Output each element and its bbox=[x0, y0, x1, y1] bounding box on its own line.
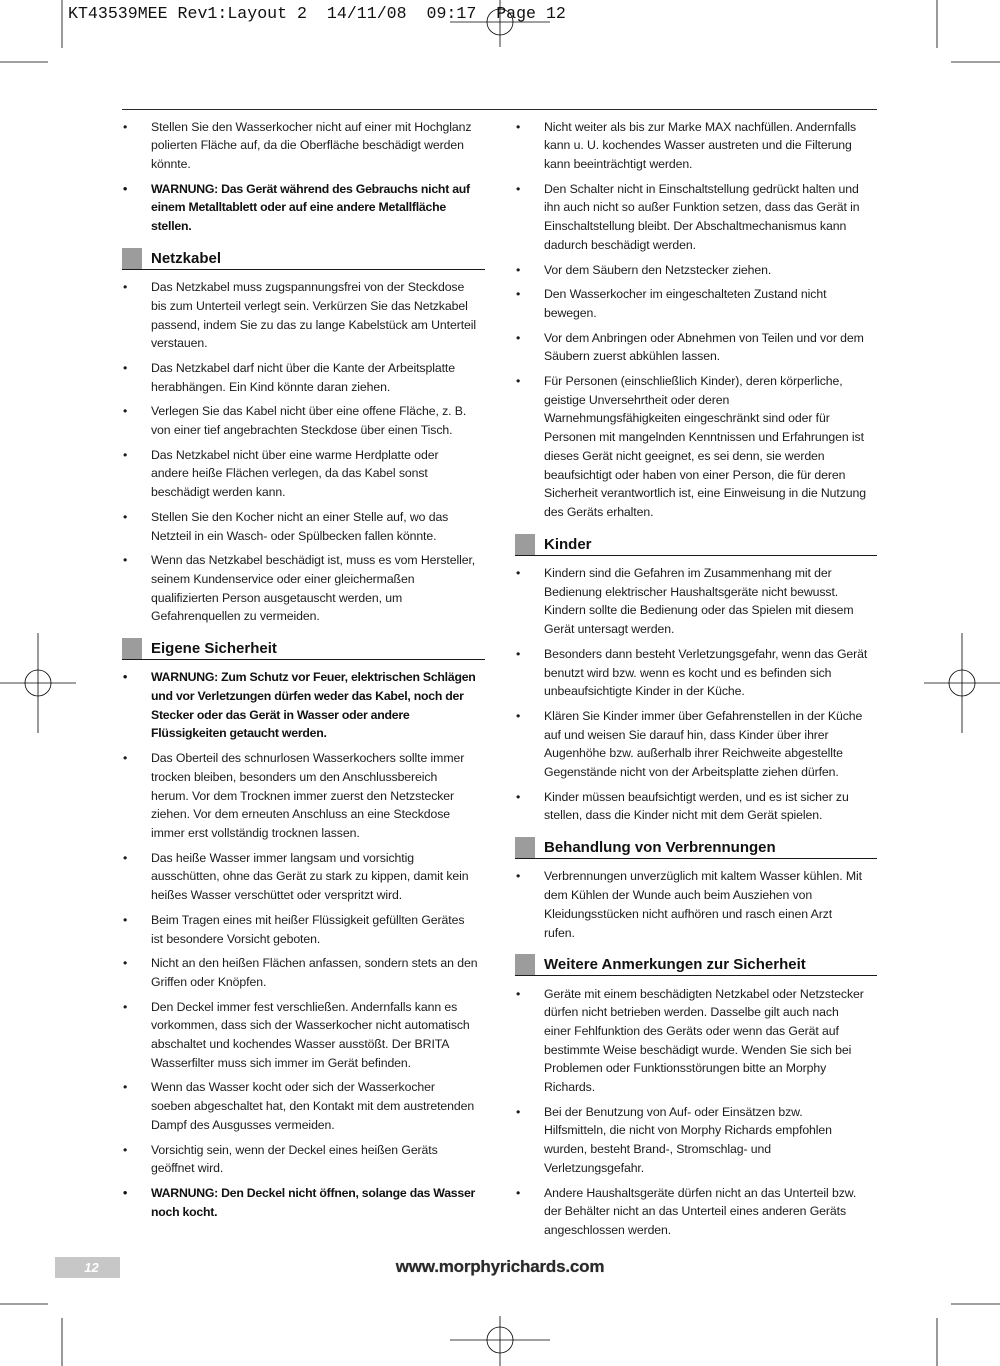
bullet-marker: • bbox=[123, 553, 128, 568]
bullet-item bbox=[122, 749, 485, 843]
bullet-text: Das Netzkabel nicht über eine warme Herdplatte oder andere heiße Flächen verlegen, da das Kabel sonst beschädigt werden kann. bbox=[151, 447, 439, 500]
bullet-marker: • bbox=[123, 956, 128, 971]
registration-mark-left bbox=[0, 633, 76, 733]
bullet-marker: • bbox=[123, 751, 128, 766]
bullet-text: Den Deckel immer fest verschließen. Andernfalls kann es vorkommen, dass sich der Wasserkocher nicht automatisch abschaltet und kochendes Wasser ausstößt. Der BRITA Wasserfilter muss sich immer im Gerät befinden. bbox=[151, 999, 470, 1070]
heading-marker bbox=[515, 954, 535, 975]
bullet-item bbox=[122, 402, 485, 439]
bullet-item bbox=[122, 446, 485, 502]
bullet-item bbox=[515, 118, 877, 174]
registration-mark-right bbox=[924, 633, 1000, 733]
heading-marker bbox=[515, 837, 535, 858]
bullet-marker: • bbox=[123, 360, 128, 375]
bullet-text: Wenn das Wasser kocht oder sich der Wasserkocher soeben abgeschaltet hat, den Kontakt mit dem austretenden Dampf des Ausgusses vermeiden. bbox=[151, 1080, 475, 1132]
bullet-item bbox=[515, 1184, 877, 1240]
heading-text: Behandlung von Verbrennungen bbox=[544, 839, 776, 857]
section-heading-weitere-anmerkungen bbox=[515, 954, 877, 976]
bullet-marker: • bbox=[516, 646, 521, 661]
bullet-marker: • bbox=[516, 565, 521, 580]
bullet-text: Kindern sind die Gefahren im Zusammenhang mit der Bedienung elektrischer Haushaltsgeräte nicht bewusst. Kindern sollte die Bedienung oder das Spielen mit diesem Gerät untersagt werden. bbox=[544, 565, 854, 637]
bullet-item bbox=[122, 359, 485, 396]
bullet-text: Andere Haushaltsgeräte dürfen nicht an das Unterteil bzw. der Behälter nicht an das Unterteil eines anderen Geräts angeschlossen werden. bbox=[544, 1185, 857, 1237]
warning-item bbox=[122, 180, 485, 236]
bullet-text: Besonders dann besteht Verletzungsgefahr, wenn das Gerät benutzt wird bzw. wenn es kocht und es befinden sich unbeaufsichtigte Kinder in der Küche. bbox=[544, 646, 868, 699]
bullet-text: Bei der Benutzung von Auf- oder Einsätzen bzw. Hilfsmitteln, die nicht von Morphy Richards empfohlen wurden, besteht Brand-, Stromschlag- und Verletzungsgefahr. bbox=[544, 1104, 832, 1175]
bullet-marker: • bbox=[516, 330, 521, 345]
bullet-marker: • bbox=[123, 850, 128, 865]
bullet-text: Vor dem Säubern den Netzstecker ziehen. bbox=[544, 262, 772, 277]
heading-text: Eigene Sicherheit bbox=[151, 640, 277, 658]
bullet-text: Das Netzkabel darf nicht über die Kante der Arbeitsplatte herabhängen. Ein Kind könnte daran ziehen. bbox=[151, 360, 455, 394]
bullet-marker: • bbox=[516, 1185, 521, 1200]
bullet-marker: • bbox=[516, 374, 521, 389]
bullet-marker: • bbox=[123, 181, 128, 196]
bullet-text: Den Schalter nicht in Einschaltstellung gedrückt halten und ihn auch nicht so außer Funktion setzen, dass das Gerät in Einschaltstellung bleibt. Der Abschaltmechanismus kann dadurch beschädigt werden. bbox=[544, 181, 860, 252]
bullet-item bbox=[122, 1141, 485, 1178]
section-heading-netzkabel bbox=[122, 248, 485, 270]
bullet-marker: • bbox=[516, 789, 521, 804]
bullet-text: Das Oberteil des schnurlosen Wasserkochers sollte immer trocken bleiben, besonders um den Anschlussbereich herum. Vor dem Trocknen immer zuerst den Netzstecker ziehen. Vor dem erneuten Anschluss an eine Steckdose immer erst vollständig trocknen lassen. bbox=[151, 751, 465, 840]
registration-mark-bottom bbox=[450, 1316, 550, 1366]
bullet-item bbox=[515, 180, 877, 255]
bullet-marker: • bbox=[516, 1104, 521, 1119]
bullet-text: Geräte mit einem beschädigten Netzkabel oder Netzstecker dürfen nicht betrieben werden. Dasselbe gilt auch nach einer Fehlfunktion des Geräts oder wenn das Gerät auf bestimmte Weise beschädigt wurde. Wenden Sie sich bei Problemen oder Funktionsstörungen bitte an Morphy Richards. bbox=[544, 986, 864, 1095]
bullet-item bbox=[122, 278, 485, 353]
bullet-item bbox=[515, 788, 877, 825]
bullet-marker: • bbox=[123, 280, 128, 295]
bullet-marker: • bbox=[123, 670, 128, 685]
bullet-item bbox=[122, 118, 485, 174]
bullet-item bbox=[515, 329, 877, 366]
bullet-marker: • bbox=[516, 119, 521, 134]
right-column bbox=[515, 118, 877, 1246]
section-heading-kinder bbox=[515, 534, 877, 556]
heading-marker bbox=[515, 534, 535, 555]
bullet-item bbox=[122, 998, 485, 1073]
bullet-text: Wenn das Netzkabel beschädigt ist, muss es vom Hersteller, seinem Kundenservice oder einer gleichermaßen qualifizierten Person ausgetauscht werden, um Gefahrenquellen zu vermeiden. bbox=[151, 553, 476, 624]
bullet-item bbox=[515, 372, 877, 522]
warning-text: WARNUNG: Den Deckel nicht öffnen, solange das Wasser noch kocht. bbox=[151, 1185, 476, 1219]
bullet-text: Vorsichtig sein, wenn der Deckel eines heißen Geräts geöffnet wird. bbox=[151, 1142, 438, 1176]
heading-text: Netzkabel bbox=[151, 250, 222, 267]
bullet-marker: • bbox=[516, 287, 521, 302]
bullet-text: Nicht weiter als bis zur Marke MAX nachfüllen. Andernfalls kann u. U. kochendes Wasser austreten und die Filterung kann beeinträchtigt werden. bbox=[544, 119, 857, 172]
bullet-item bbox=[515, 645, 877, 701]
bullet-marker: • bbox=[123, 119, 128, 134]
bullet-item bbox=[122, 551, 485, 626]
website-url: www.morphyrichards.com bbox=[395, 1257, 605, 1276]
bullet-item bbox=[515, 867, 877, 942]
warning-item bbox=[122, 1184, 485, 1221]
heading-text: Kinder bbox=[544, 535, 592, 553]
bullet-item bbox=[515, 1103, 877, 1178]
bullet-text: Stellen Sie den Wasserkocher nicht auf einer mit Hochglanz polierten Fläche auf, da die Oberfläche beschädigt werden könnte. bbox=[151, 119, 472, 172]
heading-marker bbox=[122, 248, 142, 269]
bullet-item bbox=[122, 508, 485, 545]
bullet-item bbox=[122, 911, 485, 948]
bullet-item bbox=[122, 1078, 485, 1134]
bullet-text: Das Netzkabel muss zugspannungsfrei von der Steckdose bis zum Unterteil verlegt sein. Verkürzen Sie das Netzkabel passend, indem Sie zu das zu lange Kabelstück am Unterteil verstauen. bbox=[151, 280, 477, 351]
bullet-item bbox=[515, 285, 877, 322]
warning-text: WARNUNG: Das Gerät während des Gebrauchs nicht auf einem Metalltablett oder auf eine andere Metallfläche stellen. bbox=[151, 181, 470, 234]
bullet-text: Beim Tragen eines mit heißer Flüssigkeit gefüllten Gerätes ist besondere Vorsicht geboten. bbox=[151, 912, 465, 946]
bullet-marker: • bbox=[516, 708, 521, 723]
bullet-text: Stellen Sie den Kocher nicht an einer Stelle auf, wo das Netzteil in ein Wasch- oder Spülbecken fallen könnte. bbox=[151, 509, 449, 543]
bullet-marker: • bbox=[516, 262, 521, 277]
page-number: 12 bbox=[84, 1260, 99, 1275]
bullet-text: Für Personen (einschließlich Kinder), deren körperliche, geistige Unversehrtheit oder deren Warnehmungsfähigkeiten eingeschränkt sind oder für Personen mit mangelnden Kenntnissen und Erfahrungen ist dieses Gerät nicht geeignet, es sei denn, sie werden beaufsichtigt oder haben von einer Person, die für deren Sicherheit verantwortlich ist, eine Einweisung in die Nutzung des Geräts erhalten. bbox=[544, 374, 866, 519]
heading-marker bbox=[122, 638, 142, 659]
bullet-text: Kinder müssen beaufsichtigt werden, und es ist sicher zu stellen, dass die Kinder nicht mit dem Gerät spielen. bbox=[544, 789, 849, 823]
section-heading-eigene-sicherheit bbox=[122, 638, 485, 660]
bullet-item bbox=[515, 261, 877, 280]
bullet-marker: • bbox=[516, 869, 521, 884]
bullet-item bbox=[122, 954, 485, 991]
bullet-marker: • bbox=[123, 1080, 128, 1095]
bullet-marker: • bbox=[516, 986, 521, 1001]
warning-text: WARNUNG: Zum Schutz vor Feuer, elektrischen Schlägen und vor Verletzungen dürfen weder das Kabel, noch der Stecker oder das Gerät in Wasser oder andere Flüssigkeiten getaucht werden. bbox=[151, 670, 476, 741]
bullet-marker: • bbox=[123, 447, 128, 462]
top-rule bbox=[122, 109, 877, 110]
bullet-marker: • bbox=[123, 404, 128, 419]
bullet-marker: • bbox=[123, 912, 128, 927]
bullet-marker: • bbox=[123, 1142, 128, 1157]
bullet-text: Vor dem Anbringen oder Abnehmen von Teilen und vor dem Säubern zuerst abkühlen lassen. bbox=[544, 330, 864, 364]
bullet-marker: • bbox=[123, 1185, 128, 1200]
bullet-text: Nicht an den heißen Flächen anfassen, sondern stets an den Griffen oder Knöpfen. bbox=[151, 956, 478, 989]
bullet-text: Das heiße Wasser immer langsam und vorsichtig ausschütten, ohne das Gerät zu stark zu kippen, damit kein heißes Wasser verschüttet oder verspritzt wird. bbox=[151, 850, 469, 903]
bullet-marker: • bbox=[123, 999, 128, 1014]
warning-item bbox=[122, 668, 485, 743]
bullet-text: Verbrennungen unverzüglich mit kaltem Wasser kühlen. Mit dem Kühlen der Wunde auch beim Ausziehen von Kleidungsstücken nicht aufhören und rasch einen Arzt rufen. bbox=[544, 869, 862, 940]
heading-text: Weitere Anmerkungen zur Sicherheit bbox=[544, 956, 806, 974]
bullet-text: Verlegen Sie das Kabel nicht über eine offene Fläche, z. B. von einer tief angebrachten Steckdose über einen Tisch. bbox=[151, 404, 467, 438]
bullet-item bbox=[122, 849, 485, 905]
bullet-item bbox=[515, 564, 877, 639]
bullet-marker: • bbox=[123, 509, 128, 524]
left-column bbox=[122, 118, 485, 1228]
print-slug-header: KT43539MEE Rev1:Layout 2 14/11/08 09:17 Page 12 bbox=[68, 4, 566, 23]
bullet-item bbox=[515, 707, 877, 782]
bullet-item bbox=[515, 985, 877, 1097]
bullet-marker: • bbox=[516, 181, 521, 196]
section-heading-verbrennungen bbox=[515, 837, 877, 859]
bullet-text: Klären Sie Kinder immer über Gefahrenstellen in der Küche auf und weisen Sie darauf hin, dass Kinder über ihrer Augenhöhe bzw. außerhalb ihrer Reichweite abgestellte Gegenstände nicht von der Arbeitsplatte ziehen dürfen. bbox=[544, 708, 863, 780]
bullet-text: Den Wasserkocher im eingeschalteten Zustand nicht bewegen. bbox=[544, 287, 827, 320]
